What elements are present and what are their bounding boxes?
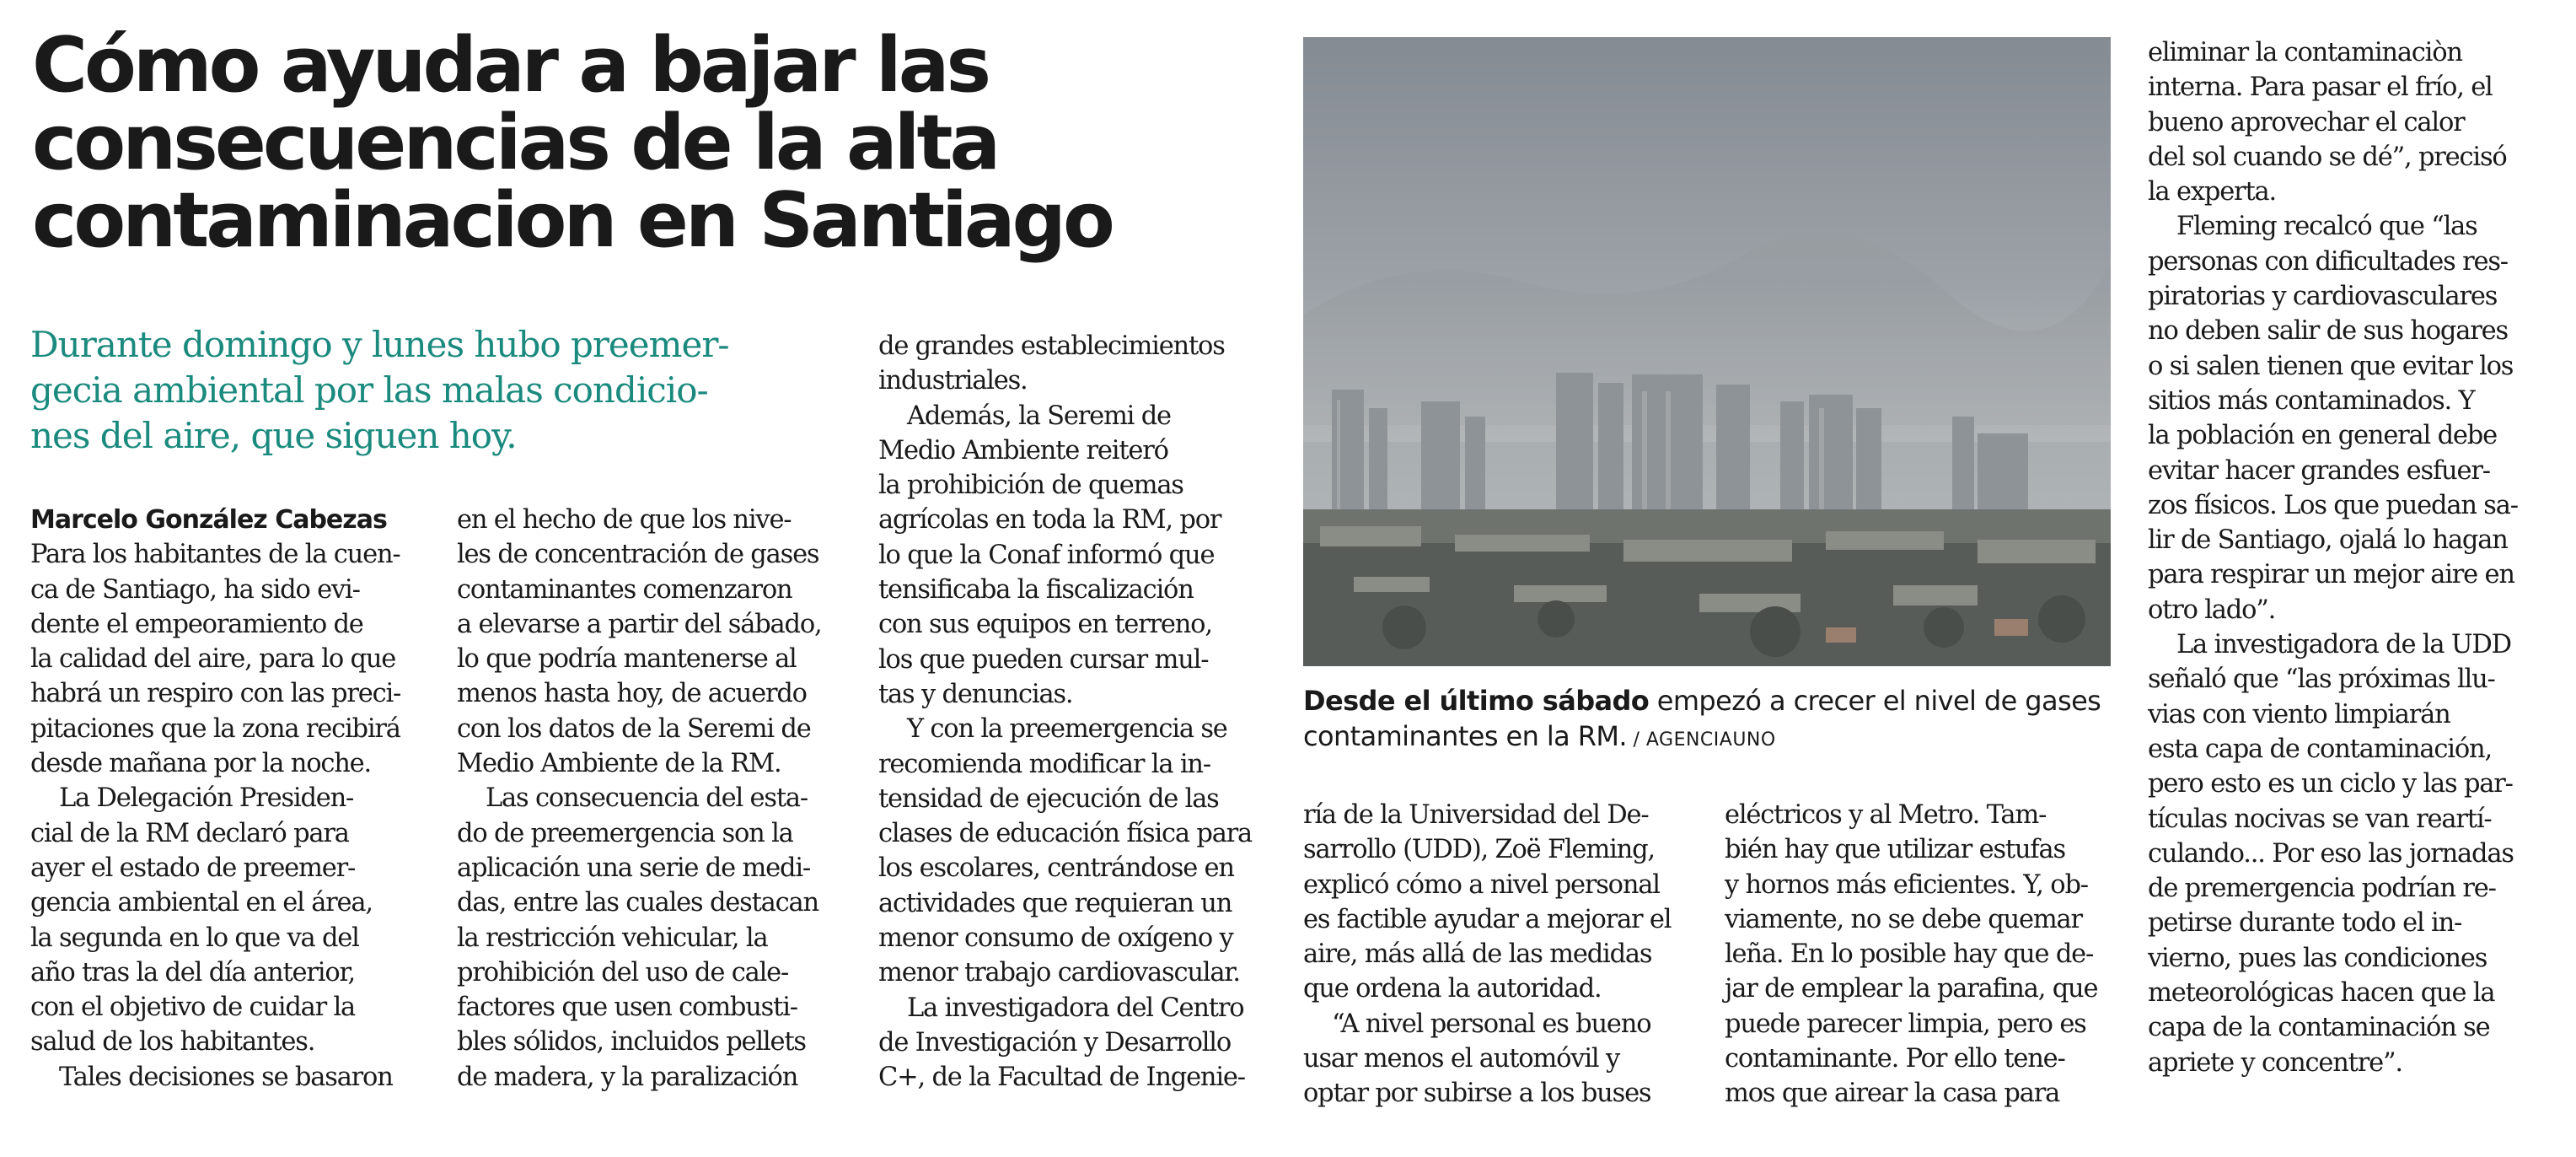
- text-line: interna. Para pasar el frío, el: [2148, 73, 2493, 103]
- text-line: leña. En lo posible hay que de-: [1725, 939, 2094, 970]
- text-line: vierno, pues las condiciones: [2148, 943, 2487, 973]
- headline-line: consecuencias de la alta: [32, 99, 998, 187]
- text-line: habrá un respiro con las preci-: [30, 679, 401, 709]
- text-line: factores que usen combusti-: [457, 993, 797, 1023]
- text-line: capa de la contaminación se: [2148, 1013, 2490, 1043]
- text-line: Medio Ambiente reiteró: [878, 435, 1168, 465]
- text-line: o si salen tienen que evitar los: [2148, 351, 2514, 381]
- text-line: Tales decisiones se basaron: [59, 1062, 393, 1092]
- text-line: Y con la preemergencia se: [907, 714, 1227, 745]
- headline: [32, 21, 1296, 265]
- caption-line-1: [1303, 683, 2129, 718]
- text-line: esta capa de contaminación,: [2148, 734, 2492, 764]
- headline-line: Cómo ayudar a bajar las: [32, 21, 989, 110]
- text-line: desde mañana por la noche.: [30, 749, 372, 779]
- text-line: y hornos más eficientes. Y, ob-: [1725, 869, 2088, 900]
- text-line: Para los habitantes de la cuen-: [30, 540, 400, 570]
- text-line: la restricción vehicular, la: [457, 923, 768, 953]
- text-line: eliminar la contaminaciòn: [2148, 38, 2462, 67]
- text-line: cial de la RM declaró para: [30, 818, 349, 848]
- article-column-2: [457, 503, 853, 1095]
- smog-city-photo: [1303, 37, 2111, 666]
- text-line: C+, de la Facultad de Ingenie-: [878, 1063, 1245, 1093]
- photo-credit: / AGENCIAUNO: [1626, 729, 1776, 751]
- text-line: explicó cómo a nivel personal: [1303, 869, 1660, 900]
- article-column-6: [2148, 35, 2544, 1080]
- text-line: viamente, no se debe quemar: [1725, 904, 2082, 934]
- text-line: de Investigación y Desarrollo: [878, 1027, 1232, 1057]
- text-line: jar de emplear la parafina, que: [1725, 974, 2098, 1004]
- text-line: los escolares, centrándose en: [878, 853, 1234, 884]
- text-line: señaló que “las próximas llu-: [2148, 665, 2495, 695]
- text-line: eléctricos y al Metro. Tam-: [1725, 800, 2047, 830]
- text-line: pero esto es un ciclo y las par-: [2148, 769, 2513, 799]
- text-line: “A nivel personal es bueno: [1332, 1009, 1651, 1039]
- text-line: la calidad del aire, para lo que: [30, 644, 396, 675]
- text-line: lir de Santiago, ojalá lo hagan: [2148, 525, 2508, 556]
- photo-caption: [1303, 683, 2129, 758]
- text-line: con sus equipos en terreno,: [878, 610, 1212, 640]
- text-line: personas con dificultades res-: [2148, 246, 2508, 277]
- text-line: menor trabajo cardiovascular.: [878, 958, 1240, 988]
- text-line: tas y denuncias.: [878, 679, 1073, 709]
- text-line: bueno aprovechar el calor: [2148, 107, 2465, 137]
- text-line: contaminantes comenzaron: [457, 574, 792, 605]
- text-line: para respirar un mejor aire en: [2148, 560, 2514, 590]
- caption-text: empezó a crecer el nivel de gases: [1649, 685, 2101, 717]
- text-line: otro lado”.: [2148, 595, 2276, 625]
- headline-line: contaminacion en Santiago: [32, 176, 1112, 265]
- caption-lead: Desde el último sábado: [1303, 685, 1650, 717]
- text-line: optar por subirse a los buses: [1303, 1079, 1651, 1109]
- text-line: lo que podría mantenerse al: [457, 644, 797, 675]
- text-line: con el objetivo de cuidar la: [30, 993, 356, 1023]
- text-line: Fleming recalcó que “las: [2176, 212, 2477, 242]
- text-line: en el hecho de que los nive-: [457, 505, 792, 535]
- text-line: Además, la Seremi de: [907, 401, 1171, 431]
- text-line: la población en general debe: [2148, 421, 2497, 451]
- text-line: gencia ambiental en el área,: [30, 888, 373, 918]
- text-line: salud de los habitantes.: [30, 1027, 315, 1057]
- text-line: sarrollo (UDD), Zoë Fleming,: [1303, 835, 1655, 865]
- text-line: con los datos de la Seremi de: [457, 713, 811, 744]
- text-line: de grandes establecimientos: [878, 331, 1225, 361]
- caption-text: contaminantes en la RM.: [1303, 720, 1627, 752]
- text-line: aire, más allá de las medidas: [1303, 939, 1652, 970]
- text-line: sitios más contaminados. Y: [2148, 385, 2475, 416]
- text-line: industriales.: [878, 366, 1028, 396]
- text-line: evitar hacer grandes esfuer-: [2148, 455, 2490, 486]
- text-line: do de preemergencia son la: [457, 818, 793, 848]
- byline: Marcelo González Cabezas: [30, 505, 387, 535]
- subheadline-line: gecia ambiental por las malas condicio-: [30, 369, 708, 411]
- text-line: bles sólidos, incluidos pellets: [457, 1027, 806, 1057]
- text-line: tensificaba la fiscalización: [878, 575, 1194, 605]
- subheadline-line: Durante domingo y lunes hubo preemer-: [30, 324, 729, 365]
- text-line: meteorológicas hacen que la: [2148, 978, 2495, 1009]
- caption-line-2: [1303, 718, 2129, 758]
- text-line: la prohibición de quemas: [878, 471, 1183, 501]
- text-line: de premergencia podrían re-: [2148, 874, 2496, 904]
- text-line: culando... Por eso las jornadas: [2148, 838, 2514, 869]
- text-line: tículas nocivas se van reartí-: [2148, 804, 2492, 834]
- text-line: Medio Ambiente de la RM.: [457, 749, 781, 779]
- text-line: La investigadora de la UDD: [2176, 630, 2511, 660]
- text-line: actividades que requieran un: [878, 888, 1232, 918]
- text-line: de madera, y la paralización: [457, 1062, 798, 1092]
- text-line: pitaciones que la zona recibirá: [30, 713, 400, 744]
- text-line: aplicación una serie de medi-: [457, 853, 810, 883]
- subheadline-line: nes del aire, que siguen hoy.: [30, 415, 517, 456]
- text-line: contaminante. Por ello tene-: [1725, 1044, 2065, 1074]
- text-line: La Delegación Presiden-: [59, 783, 354, 814]
- text-line: bién hay que utilizar estufas: [1725, 835, 2065, 865]
- text-line: año tras la del día anterior,: [30, 957, 356, 987]
- text-line: zos físicos. Los que puedan sa-: [2148, 490, 2518, 520]
- text-line: Las consecuencia del esta-: [486, 783, 808, 814]
- text-line: menor consumo de oxígeno y: [878, 923, 1233, 954]
- text-line: petirse durante todo el in-: [2148, 908, 2462, 939]
- text-line: lo que la Conaf informó que: [878, 540, 1215, 570]
- text-line: ca de Santiago, ha sido evi-: [30, 574, 360, 605]
- article-column-5: [1725, 798, 2121, 1111]
- text-line: los que pueden cursar mul-: [878, 644, 1209, 675]
- text-line: La investigadora del Centro: [907, 993, 1244, 1023]
- text-line: la experta.: [2148, 177, 2276, 207]
- text-line: ayer el estado de preemer-: [30, 853, 356, 883]
- text-line: recomienda modificar la in-: [878, 749, 1210, 779]
- text-line: la segunda en lo que va del: [30, 923, 359, 953]
- text-line: tensidad de ejecución de las: [878, 783, 1219, 814]
- text-line: agrícolas en toda la RM, por: [878, 505, 1221, 535]
- text-line: que ordena la autoridad.: [1303, 974, 1602, 1004]
- article-photo: [1303, 37, 2111, 666]
- text-line: apriete y concentre”.: [2148, 1047, 2402, 1078]
- text-line: dente el empeoramiento de: [30, 609, 363, 639]
- text-line: das, entre las cuales destacan: [457, 888, 818, 918]
- text-line: menos hasta hoy, de acuerdo: [457, 679, 807, 709]
- text-line: clases de educación física para: [878, 819, 1253, 849]
- text-line: piratorias y cardiovasculares: [2148, 282, 2498, 312]
- article-column-4: [1303, 798, 1699, 1111]
- text-line: del sol cuando se dé”, precisó: [2148, 142, 2507, 172]
- text-line: les de concentración de gases: [457, 540, 819, 570]
- text-line: no deben salir de sus hogares: [2148, 316, 2508, 347]
- article-column-3: [878, 329, 1275, 1095]
- text-line: es factible ayudar a mejorar el: [1303, 904, 1672, 934]
- text-line: a elevarse a partir del sábado,: [457, 609, 822, 639]
- subheadline: [30, 322, 823, 459]
- article-column-1: [30, 503, 427, 1095]
- text-line: ría de la Universidad del De-: [1303, 800, 1649, 830]
- text-line: usar menos el automóvil y: [1303, 1044, 1619, 1074]
- text-line: mos que airear la casa para: [1725, 1079, 2060, 1109]
- text-line: puede parecer limpia, pero es: [1725, 1009, 2086, 1039]
- text-line: prohibición del uso de cale-: [457, 957, 789, 987]
- text-line: vias con viento limpiarán: [2148, 699, 2450, 729]
